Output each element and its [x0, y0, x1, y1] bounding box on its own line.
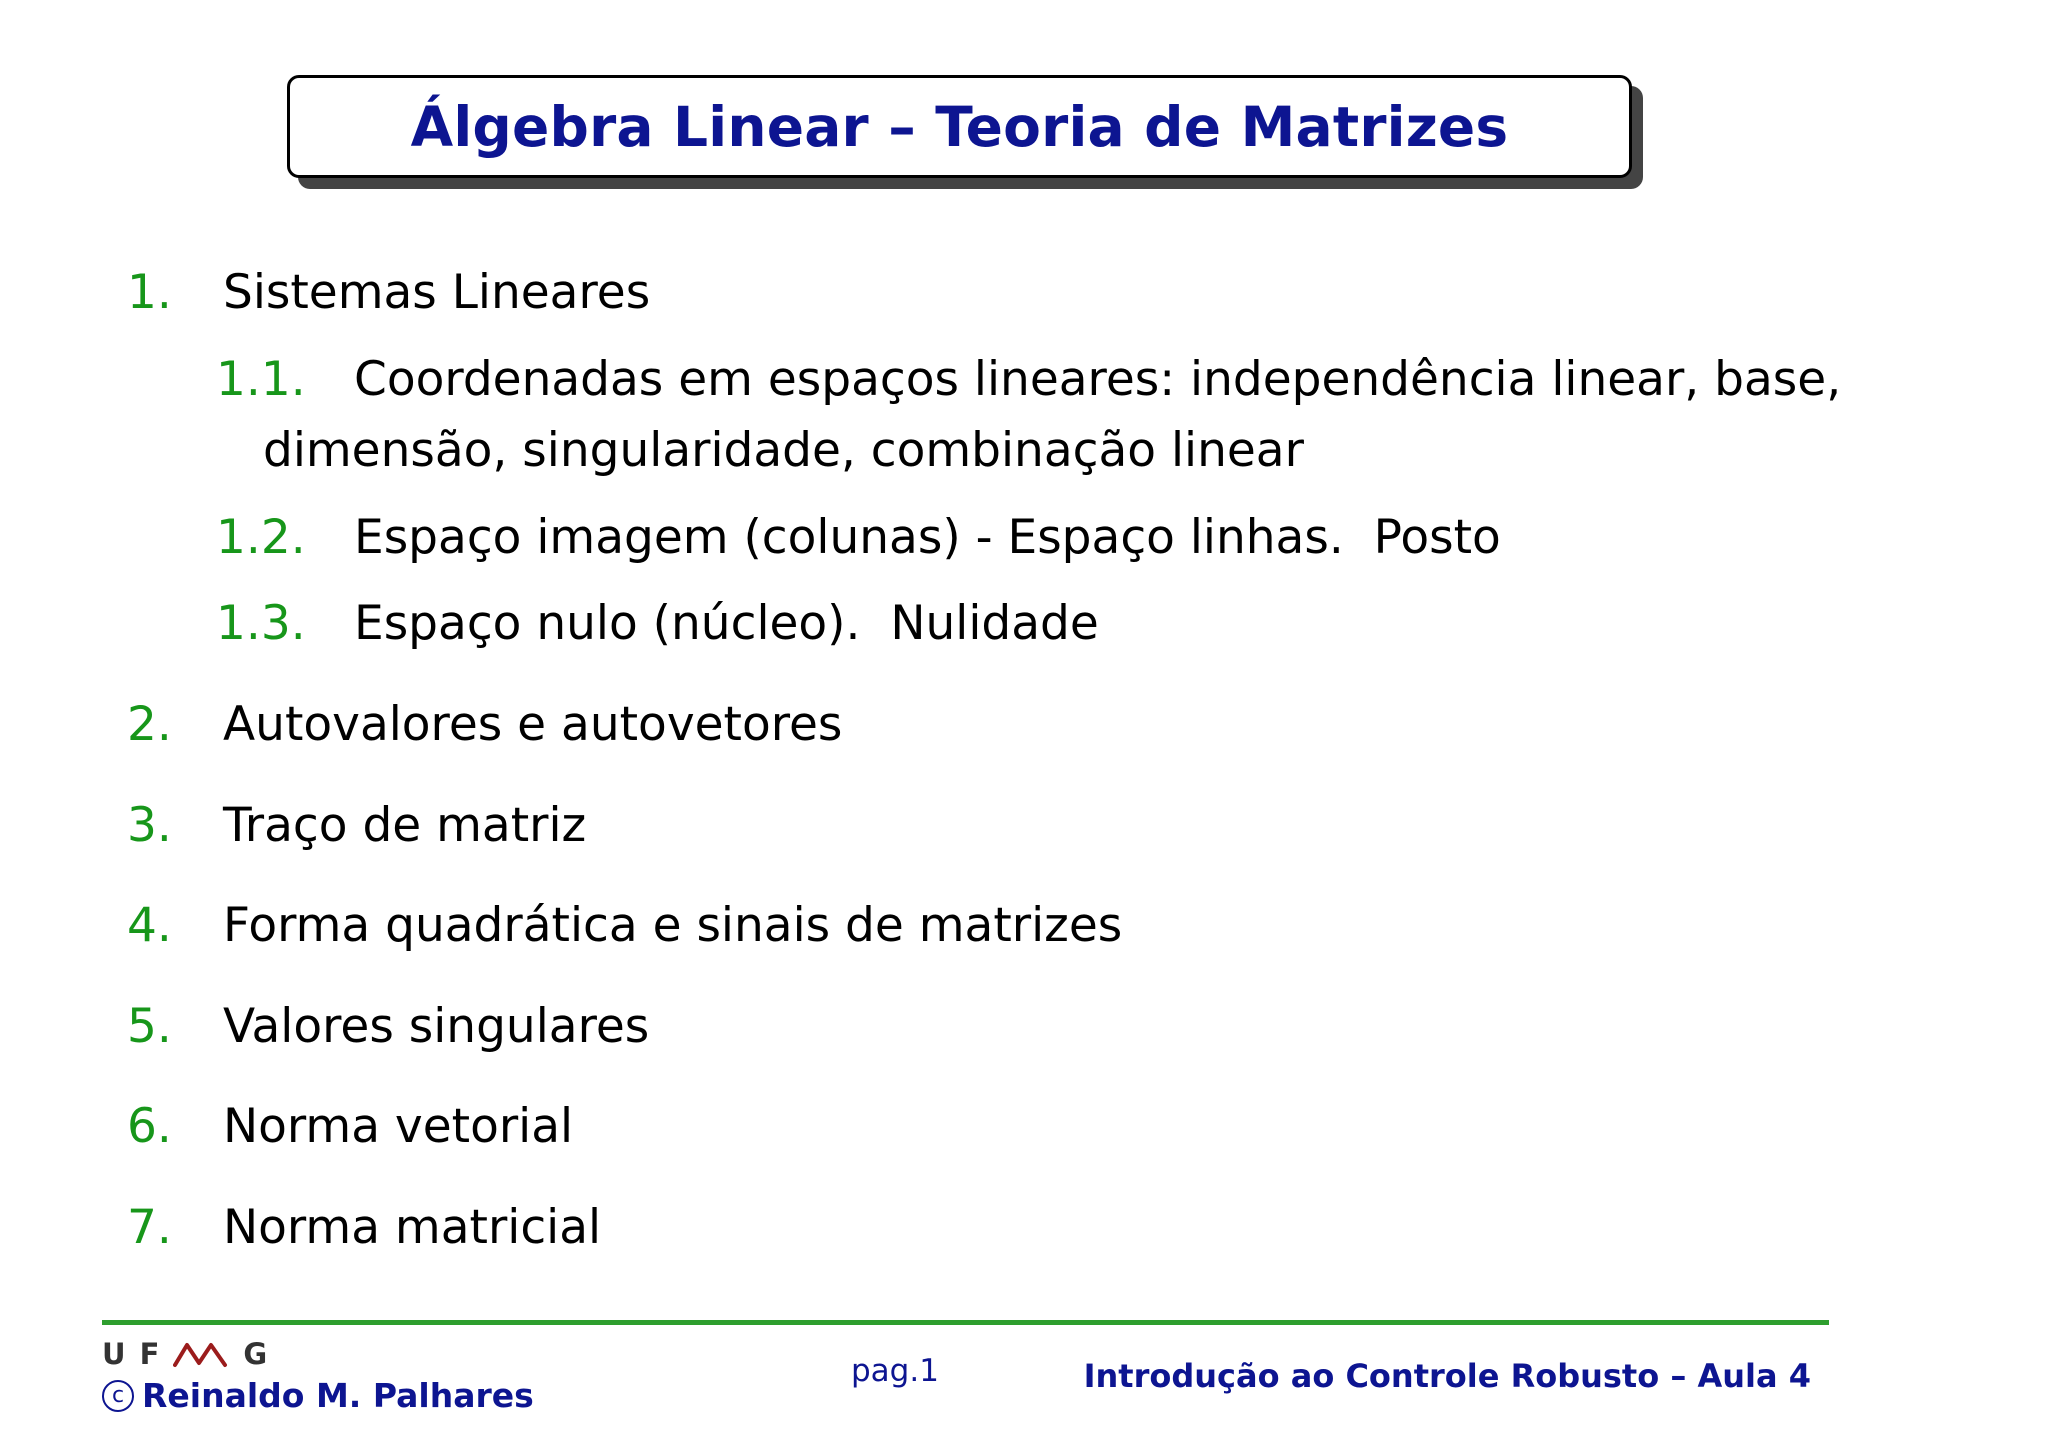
item-text: Sistemas Lineares [223, 265, 651, 320]
subitem-number: 1.2. [216, 510, 306, 565]
copyright-icon: c [102, 1380, 134, 1412]
item-text: Forma quadrática e sinais de matrizes [223, 898, 1123, 953]
subitem-number: 1.1. [216, 352, 306, 407]
item-text: Norma vetorial [223, 1099, 574, 1154]
subitem-text: Coordenadas em espaços lineares: independência linear, base, [354, 352, 1842, 407]
copyright [102, 1376, 534, 1415]
ufmg-logo [102, 1337, 281, 1371]
subitem-number: 1.3. [216, 596, 306, 651]
author-name: Reinaldo M. Palhares [142, 1376, 534, 1415]
item-number: 3. [127, 798, 172, 853]
item-text: Autovalores e autovetores [223, 697, 843, 752]
title-box [287, 75, 1632, 178]
course-title: Introdução ao Controle Robusto – Aula 4 [1083, 1357, 1811, 1395]
subitem-text: Espaço nulo (núcleo). Nulidade [354, 596, 1099, 651]
page-number: pag.1 [851, 1353, 939, 1389]
item-text: Valores singulares [223, 999, 650, 1054]
logo-letter: U [102, 1337, 128, 1371]
item-text: Traço de matriz [223, 798, 587, 853]
subitem-text-continuation: dimensão, singularidade, combinação linear [263, 423, 1304, 478]
footer-divider [102, 1320, 1829, 1325]
item-text: Norma matricial [223, 1200, 602, 1255]
item-number: 1. [127, 265, 172, 320]
ufmg-mark-icon [173, 1339, 229, 1369]
subitem-text: Espaço imagem (colunas) - Espaço linhas. Posto [354, 510, 1501, 565]
logo-letter: F [139, 1337, 162, 1371]
item-number: 6. [127, 1099, 172, 1154]
item-number: 4. [127, 898, 172, 953]
item-number: 5. [127, 999, 172, 1054]
item-number: 2. [127, 697, 172, 752]
slide-title: Álgebra Linear – Teoria de Matrizes [410, 94, 1509, 159]
item-number: 7. [127, 1200, 172, 1255]
logo-letter: G [243, 1337, 270, 1371]
